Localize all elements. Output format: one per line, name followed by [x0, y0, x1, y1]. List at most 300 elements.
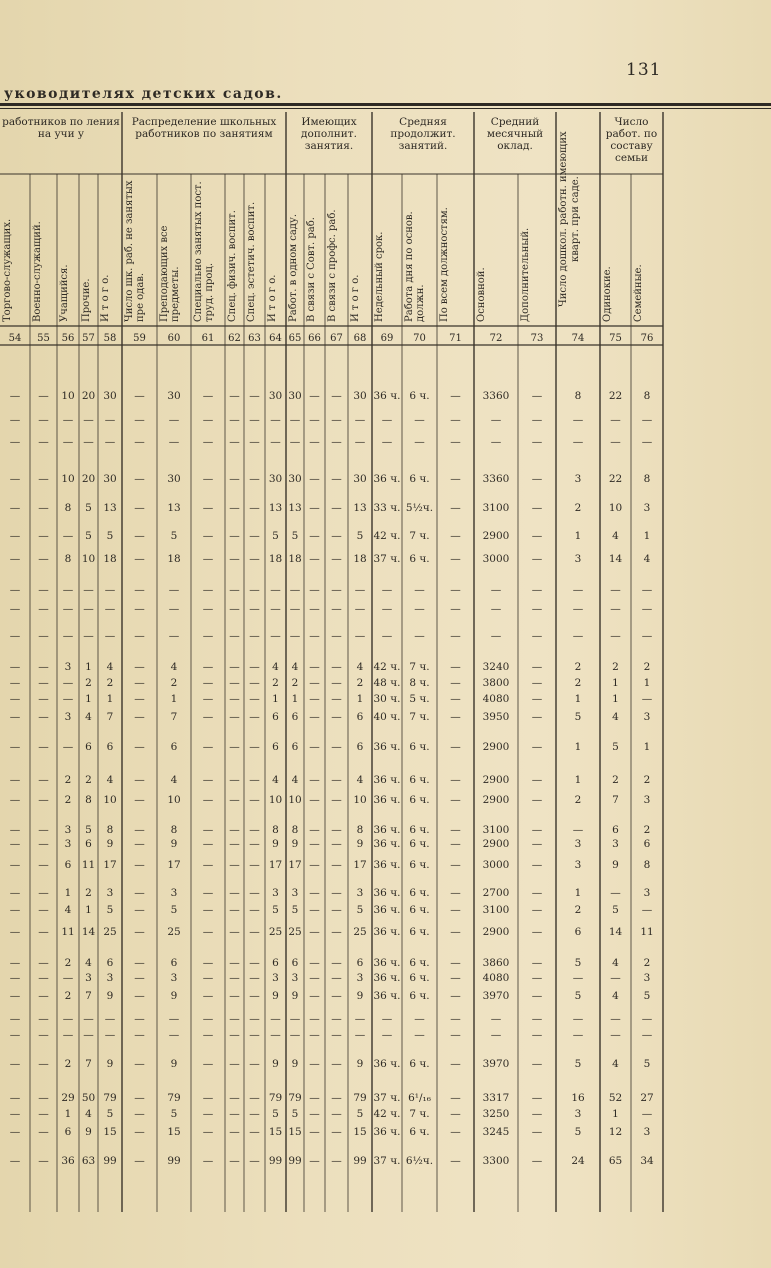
table-cell: 3 [64, 661, 72, 673]
table-cell: — [62, 677, 74, 689]
table-cell: — [610, 1013, 621, 1025]
table-cell: 5 [272, 530, 279, 542]
column-number: 68 [353, 333, 367, 344]
table-cell: 36 ч. [373, 1058, 401, 1070]
table-cell: — [249, 1108, 260, 1120]
table-cell: — [9, 661, 21, 673]
table-cell: 2 [643, 774, 651, 786]
table-cell: 1 [574, 887, 582, 899]
table-cell: — [249, 436, 260, 448]
table-cell: 6 [64, 1126, 72, 1138]
table-cell: 3245 [482, 1126, 510, 1138]
column-number: 62 [228, 333, 241, 344]
table-cell: 6 ч. [409, 473, 430, 485]
table-cell: 17 [167, 859, 181, 871]
table-cell: — [331, 1029, 342, 1041]
table-cell: 40 ч. [373, 711, 401, 723]
table-cell: 9 [291, 1058, 299, 1070]
table-cell: 4 [272, 774, 279, 786]
table-cell: — [9, 530, 21, 542]
table-cell: — [572, 1029, 584, 1041]
table-cell: — [450, 1155, 461, 1167]
table-cell: 36 ч. [373, 838, 401, 850]
table-cell: — [531, 824, 543, 836]
table-cell: — [134, 838, 145, 850]
table-cell: 1 [85, 661, 92, 673]
table-cell: 15 [268, 1126, 283, 1138]
table-cell: 2900 [482, 794, 510, 806]
table-cell: — [9, 1092, 21, 1104]
table-cell: — [134, 603, 145, 615]
table-cell: 4 [64, 904, 72, 916]
table-cell: 25 [353, 926, 367, 938]
table-cell: — [610, 436, 621, 448]
table-cell: — [331, 603, 342, 615]
column-number: 70 [413, 333, 426, 344]
table-cell: — [289, 1029, 301, 1041]
column-number: 73 [530, 333, 544, 344]
table-cell: — [202, 1029, 214, 1041]
column-header-76: Семейные. [633, 264, 644, 322]
table-cell: — [229, 630, 240, 642]
table-cell: 4 [612, 1058, 619, 1070]
table-cell: — [531, 838, 543, 850]
table-cell: — [229, 1013, 240, 1025]
table-cell: 5 [106, 1108, 114, 1120]
table-cell: — [289, 630, 301, 642]
table-cell: — [62, 414, 74, 426]
table-cell: — [249, 530, 260, 542]
table-cell: — [531, 1155, 543, 1167]
table-cell: 79 [288, 1092, 302, 1104]
table-cell: 6 ч. [409, 1058, 430, 1070]
column-header-68: И т о г о. [350, 274, 361, 322]
table-cell: — [450, 603, 461, 615]
table-cell: 6 ч. [409, 390, 430, 402]
table-cell: — [38, 926, 49, 938]
table-cell: — [104, 414, 116, 426]
column-number: 74 [571, 333, 585, 344]
table-cell: — [229, 693, 240, 705]
table-cell: — [270, 436, 281, 448]
table-cell: — [331, 661, 342, 673]
table-cell: — [572, 603, 584, 615]
table-cell: — [354, 1013, 366, 1025]
table-cell: — [83, 436, 94, 448]
table-cell: 36 ч. [373, 473, 401, 485]
table-cell: — [450, 1108, 461, 1120]
column-number: 67 [330, 333, 343, 344]
table-cell: 8 [64, 502, 72, 514]
table-cell: — [38, 859, 49, 871]
table-cell: — [202, 972, 214, 984]
table-cell: 63 [81, 1155, 96, 1167]
table-cell: 1 [272, 693, 279, 705]
table-cell: — [38, 530, 49, 542]
table-cell: 7 ч. [409, 530, 430, 542]
column-header-65: Работ. в одном саду. [288, 213, 299, 322]
table-cell: 6 ч. [409, 972, 430, 984]
table-cell: 30 [103, 473, 117, 485]
table-cell: 6 [643, 838, 651, 850]
table-cell: 2900 [482, 926, 510, 938]
table-cell: 6 ч. [409, 774, 430, 786]
table-cell: — [202, 1092, 214, 1104]
table-cell: 3 [272, 972, 279, 984]
table-cell: — [9, 1108, 21, 1120]
table-cell: — [134, 774, 145, 786]
table-cell: 4 [612, 711, 619, 723]
table-cell: — [450, 859, 461, 871]
table-cell: — [490, 584, 502, 596]
column-header-66: В связи с Совт. раб. [306, 217, 317, 322]
table-cell: 12 [608, 1126, 623, 1138]
table-cell: — [414, 436, 425, 448]
table-cell: — [38, 473, 49, 485]
table-cell: — [331, 990, 342, 1002]
table-cell: — [309, 838, 320, 850]
table-cell: 3 [64, 824, 72, 836]
table-cell: 18 [103, 553, 117, 565]
table-cell: 1 [356, 693, 364, 705]
table-cell: — [270, 1029, 281, 1041]
table-cell: 79 [103, 1092, 117, 1104]
table-cell: — [249, 794, 260, 806]
table-cell: — [331, 1126, 342, 1138]
table-cell: — [249, 774, 260, 786]
table-cell: — [229, 436, 240, 448]
table-cell: 79 [353, 1092, 367, 1104]
table-cell: — [572, 436, 584, 448]
table-cell: — [62, 584, 74, 596]
table-cell: — [309, 957, 320, 969]
table-cell: — [331, 838, 342, 850]
table-cell: 3250 [482, 1108, 510, 1120]
table-cell: 2 [64, 990, 72, 1002]
table-cell: 10 [103, 794, 117, 806]
table-cell: — [229, 1155, 240, 1167]
table-cell: — [38, 1029, 49, 1041]
table-cell: — [531, 553, 543, 565]
table-cell: — [229, 603, 240, 615]
table-cell: 6 [356, 711, 364, 723]
table-cell: 16 [571, 1092, 585, 1104]
table-cell: — [249, 630, 260, 642]
table-cell: 7 [85, 990, 92, 1002]
table-cell: 2700 [482, 887, 510, 899]
table-cell: 3 [643, 794, 651, 806]
table-cell: 5 [356, 1108, 364, 1120]
table-cell: 24 [571, 1155, 585, 1167]
column-header-61: Специально занятых пост. труд. проц. [193, 181, 215, 322]
table-cell: — [229, 530, 240, 542]
table-cell: — [134, 926, 145, 938]
table-cell: — [450, 1029, 461, 1041]
table-cell: 4 [85, 711, 92, 723]
table-cell: — [9, 990, 21, 1002]
table-cell: 4 [612, 990, 619, 1002]
table-cell: 8 [85, 794, 92, 806]
table-cell: 3100 [482, 904, 510, 916]
table-cell: — [531, 473, 543, 485]
table-cell: 9 [170, 838, 178, 850]
table-cell: 2 [85, 677, 92, 689]
table-cell: — [62, 436, 74, 448]
column-header-54: Торгово-служащих. [2, 218, 13, 322]
table-cell: — [331, 1108, 342, 1120]
table-cell: — [62, 603, 74, 615]
table-cell: 5 [643, 990, 651, 1002]
table-cell: — [450, 414, 461, 426]
table-cell: — [202, 1013, 214, 1025]
column-number: 76 [640, 333, 654, 344]
table-cell: 2 [643, 661, 651, 673]
table-cell: — [134, 1155, 145, 1167]
table-cell: 6 ч. [409, 990, 430, 1002]
table-cell: 8 [291, 824, 299, 836]
table-cell: — [331, 972, 342, 984]
table-cell: — [531, 661, 543, 673]
table-cell: 2 [170, 677, 178, 689]
table-cell: 2 [85, 774, 92, 786]
table-cell: 6¹/₁₆ [408, 1092, 431, 1104]
table-cell: — [62, 693, 74, 705]
table-cell: — [229, 972, 240, 984]
table-cell: — [202, 859, 214, 871]
table-cell: 15 [167, 1126, 181, 1138]
table-cell: — [249, 926, 260, 938]
table-cell: — [450, 553, 461, 565]
table-cell: — [168, 603, 180, 615]
table-cell: — [229, 584, 240, 596]
table-cell: 5 [272, 1108, 279, 1120]
table-cell: — [331, 824, 342, 836]
table-cell: 5 [85, 502, 92, 514]
table-cell: — [38, 711, 49, 723]
table-cell: 4 [170, 774, 178, 786]
table-cell: 5 [574, 1126, 582, 1138]
table-cell: — [309, 1155, 320, 1167]
table-cell: 30 [268, 390, 283, 402]
table-cell: 30 [167, 390, 181, 402]
table-cell: 2 [272, 677, 279, 689]
table-cell: — [38, 677, 49, 689]
table-cell: 1 [85, 693, 92, 705]
table-cell: 2 [106, 677, 114, 689]
table-cell: — [531, 436, 543, 448]
table-cell: — [309, 904, 320, 916]
table-cell: — [229, 677, 240, 689]
table-cell: — [450, 677, 461, 689]
table-cell: — [309, 473, 320, 485]
table-cell: 36 ч. [373, 904, 401, 916]
table-cell: — [83, 584, 94, 596]
group-header-5: Число дошкол. работн. имеющих кварт. при саде. [558, 131, 581, 307]
table-cell: 4 [272, 661, 279, 673]
table-cell: 48 ч. [373, 677, 401, 689]
table-cell: 65 [608, 1155, 623, 1167]
table-cell: 3 [291, 972, 299, 984]
table-cell: — [309, 553, 320, 565]
table-cell: — [414, 584, 425, 596]
table-cell: 6 [272, 711, 279, 723]
table-cell: 11 [61, 926, 75, 938]
table-cell: 6 [106, 741, 114, 753]
table-cell: — [38, 584, 49, 596]
table-cell: 18 [353, 553, 367, 565]
table-cell: — [38, 414, 49, 426]
table-cell: — [381, 1029, 393, 1041]
table-cell: — [249, 972, 260, 984]
table-cell: — [249, 1126, 260, 1138]
table-cell: — [572, 972, 584, 984]
table-cell: — [134, 859, 145, 871]
table-cell: 2900 [482, 774, 510, 786]
table-cell: — [202, 904, 214, 916]
table-cell: 15 [288, 1126, 302, 1138]
table-cell: — [309, 677, 320, 689]
table-cell: — [309, 584, 320, 596]
table-cell: — [249, 677, 260, 689]
table-cell: — [331, 887, 342, 899]
table-cell: — [168, 630, 180, 642]
table-cell: — [531, 1108, 543, 1120]
table-cell: — [249, 859, 260, 871]
table-cell: 1 [64, 1108, 72, 1120]
table-cell: — [9, 741, 21, 753]
table-cell: 3000 [482, 859, 510, 871]
table-cell: — [414, 630, 425, 642]
table-cell: 25 [288, 926, 302, 938]
table-cell: — [249, 1155, 260, 1167]
table-cell: 10 [61, 473, 75, 485]
table-cell: 3 [272, 887, 279, 899]
table-cell: 1 [574, 530, 582, 542]
table-cell: — [202, 711, 214, 723]
table-cell: 9 [356, 1058, 364, 1070]
table-cell: — [9, 630, 21, 642]
table-cell: — [331, 1155, 342, 1167]
table-cell: — [9, 887, 21, 899]
table-cell: 8 [643, 473, 651, 485]
table-cell: — [104, 630, 116, 642]
table-cell: 3970 [482, 1058, 510, 1070]
table-cell: 14 [608, 926, 623, 938]
table-cell: 18 [268, 553, 283, 565]
table-cell: — [309, 859, 320, 871]
table-cell: — [134, 957, 145, 969]
table-cell: 9 [106, 990, 114, 1002]
table-cell: 9 [612, 859, 619, 871]
table-cell: 6 [574, 926, 582, 938]
table-cell: — [450, 1092, 461, 1104]
table-cell: — [289, 584, 301, 596]
table-cell: 5 [106, 904, 114, 916]
table-cell: — [9, 824, 21, 836]
table-cell: — [168, 436, 180, 448]
table-cell: — [531, 926, 543, 938]
table-cell: — [134, 584, 145, 596]
table-cell: 3950 [482, 711, 510, 723]
table-cell: 5 [574, 957, 582, 969]
table-cell: 3970 [482, 990, 510, 1002]
table-cell: — [289, 436, 301, 448]
table-cell: 6 [291, 711, 299, 723]
column-header-59: Число шк. раб. не занятых пре одав. [124, 180, 146, 322]
table-cell: — [229, 553, 240, 565]
table-cell: — [450, 972, 461, 984]
table-cell: 30 [268, 473, 283, 485]
table-cell: 36 ч. [373, 774, 401, 786]
table-cell: 11 [640, 926, 654, 938]
table-cell: — [134, 824, 145, 836]
table-cell: 2900 [482, 838, 510, 850]
table-cell: — [168, 584, 180, 596]
table-cell: — [202, 957, 214, 969]
column-header-72: Основной. [476, 267, 487, 322]
column-header-64: И т о г о. [267, 274, 278, 322]
table-cell: — [134, 990, 145, 1002]
table-cell: 6 [356, 957, 364, 969]
column-header-57: Прочие. [81, 278, 92, 322]
column-header-73: Дополнительный. [520, 227, 531, 322]
table-cell: 6 ч. [409, 904, 430, 916]
table-cell: 36 ч. [373, 887, 401, 899]
table-cell: 9 [106, 838, 114, 850]
table-cell: — [331, 926, 342, 938]
table-cell: — [249, 414, 260, 426]
table-cell: — [9, 859, 21, 871]
table-cell: — [229, 473, 240, 485]
table-cell: 2 [64, 774, 72, 786]
table-cell: — [309, 741, 320, 753]
table-cell: 4 [106, 661, 114, 673]
table-cell: — [270, 584, 281, 596]
table-cell: — [309, 1013, 320, 1025]
table-cell: 13 [167, 502, 181, 514]
table-cell: 5 [170, 1108, 178, 1120]
table-cell: 2 [643, 957, 651, 969]
table-cell: — [38, 603, 49, 615]
table-cell: 8 [574, 390, 582, 402]
table-cell: 36 ч. [373, 824, 401, 836]
table-cell: — [9, 711, 21, 723]
table-cell: 2 [85, 887, 92, 899]
table-cell: — [572, 824, 584, 836]
column-number: 60 [167, 333, 181, 344]
table-cell: 4 [291, 661, 299, 673]
table-cell: 4 [612, 957, 619, 969]
table-cell: — [641, 1108, 653, 1120]
table-cell: — [134, 1126, 145, 1138]
table-cell: — [531, 693, 543, 705]
table-cell: — [289, 414, 301, 426]
table-cell: — [38, 390, 49, 402]
table-cell: 8 [356, 824, 364, 836]
table-cell: — [229, 414, 240, 426]
table-cell: — [331, 553, 342, 565]
table-cell: — [450, 693, 461, 705]
table-cell: — [309, 711, 320, 723]
table-cell: — [134, 436, 145, 448]
table-cell: 20 [81, 473, 96, 485]
table-cell: — [104, 584, 116, 596]
table-cell: 13 [103, 502, 117, 514]
table-cell: 36 ч. [373, 990, 401, 1002]
group-header-3: Средняя продолжит. занятий. [390, 116, 456, 152]
table-cell: 3 [574, 859, 582, 871]
table-cell: 6 ч. [409, 859, 430, 871]
